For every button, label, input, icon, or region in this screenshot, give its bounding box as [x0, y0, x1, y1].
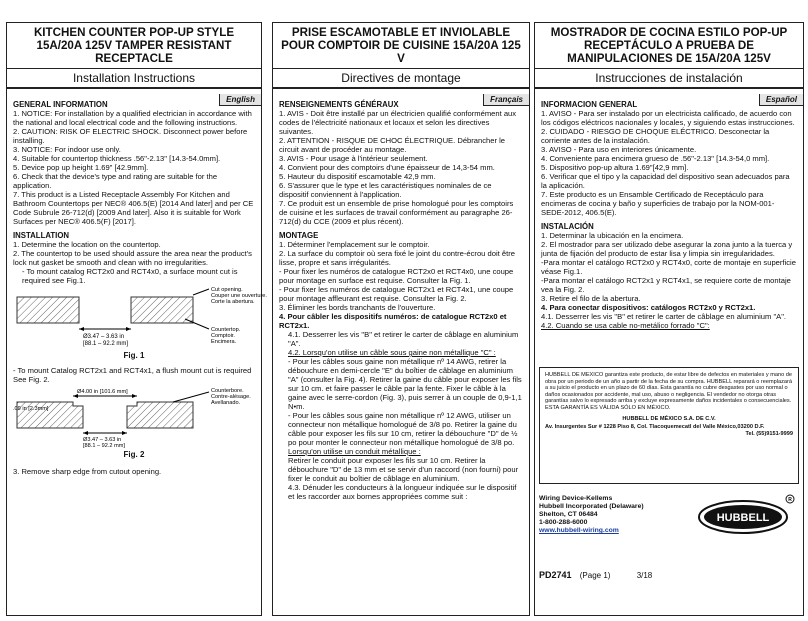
logo-wordmark: HUBBELL [716, 512, 770, 524]
spanish-language-tab: Español [759, 94, 803, 106]
address-line: Wiring Device-Kellems [539, 495, 613, 502]
spanish-general-title: INFORMACION GENERAL [541, 100, 638, 109]
list-item: 1. Déterminer l'emplacement sur le comptoir. [279, 240, 430, 249]
english-installation-title: INSTALLATION [13, 231, 70, 240]
address-line: 1-800-288-6000 [539, 519, 588, 526]
address-line: Shelton, CT 06484 [539, 511, 598, 518]
list-item: 4.1. Desserrer les vis "B" et retirer le carter de câblage en aluminium "A". [541, 312, 787, 321]
list-item: Lorsqu'on utilise un conduit métallique : [288, 447, 421, 456]
list-item: 7. Ce produit est un ensemble de prise homologué pour les comptoirs de cuisine et les surfaces de travail conformément au paragraphe 26-712(d) du CCE (2009 et plus récent). [279, 199, 514, 226]
list-item: 3. AVIS - Pour usage à l'intérieur seulement. [279, 154, 428, 163]
list-item: 2. CUIDADO - RIESGO DE CHOQUE ELÉCTRICO. Desconectar la corriente antes de la instalación. [541, 127, 770, 145]
list-item: 1. AVISO - Para ser instalado por un electricista calificado, de acuerdo con los códigos eléctricos nacionales y locales, y siguiendo estas instrucciones. [541, 109, 795, 127]
list-item: 3. Remove sharp edge from cutout opening. [13, 467, 162, 476]
english-subheader: Installation Instructions [7, 69, 261, 89]
list-item: 7. Este producto es un Ensamble Certificado de Receptáculo para encimeras de cocina y baño y superficies de trabajo por la NOM-001-SEDE-2012, 406.5(E). [541, 190, 775, 217]
list-item: 6. S'assurer que le type et les caractéristiques nominales de ce dispositif conviennent à l'application. [279, 181, 492, 199]
spanish-column [534, 22, 804, 616]
list-item: 5. Device pop up height 1.69" [42.9mm]. [13, 163, 149, 172]
french-header: PRISE ESCAMOTABLE ET INVIOLABLE POUR COMPTOIR DE CUISINE 15A/20A 125 V [273, 23, 529, 69]
doc-date: 3/18 [636, 571, 653, 580]
fig1-label: Cut opening. [211, 287, 243, 293]
fig2-label: Contre-alésage. [211, 394, 251, 400]
english-body [7, 89, 267, 476]
warranty-company: HUBBELL DE MÉXICO S.A. DE C.V. [622, 415, 716, 422]
figure-1-diagram [13, 287, 267, 349]
list-item: 3. Retire el filo de la abertura. [541, 294, 641, 303]
english-language-tab: English [219, 94, 261, 106]
list-item: - Pour les câbles sous gaine non métallique nº 12 AWG, utiliser un connecteur non métallique homologué de 3/8 po. Retirer la gaine du câble pour exposer les fils sur 10 cm, retirer la débouchure "D" de ½ po pour monter le connecteur non métallique homologué de 3/8 po. [288, 411, 518, 447]
figure-2-caption: Fig. 2 [123, 450, 145, 459]
figure-1 [13, 287, 267, 349]
list-item: 5. Hauteur du dispositif escamotable 42,9 mm. [279, 172, 436, 181]
fig1-label: Couper une ouverture. [211, 293, 267, 299]
list-item: 4. Conveniente para encimera grueso de .56"-2.13" [14.3-54,0 mm]. [541, 154, 770, 163]
french-general-title: RENSEIGNEMENTS GÉNÉRAUX [279, 100, 399, 109]
fig1-dimension: Ø3.47 – 3.63 in [83, 334, 125, 340]
warranty-box [539, 367, 799, 484]
warranty-phone: Tel. (55)9151-9999 [745, 430, 793, 437]
list-item: 5. Dispositivo pop-up altura 1.69"[42,9 mm]. [541, 163, 689, 172]
hubbell-logo [695, 493, 795, 537]
page-number: (Page 1) [579, 571, 611, 580]
list-item: 7. This product is a Listed Receptacle Assembly For Kitchen and Bathroom Countertops per NEC® 406.5(E) [2014 And later] and per CE Code Subrule 26-712(d) [2009 And later]. Also it is suitable for Work Surfaces per NEC® 406.5(F) [2017]. [13, 190, 254, 226]
fig2-dimension: .09 in [2.3mm] [13, 406, 49, 412]
document-id [539, 570, 652, 580]
fig2-dimension: Ø4.00 in [101.6 mm] [77, 389, 128, 395]
english-header: KITCHEN COUNTER POP-UP STYLE 15A/20A 125V TAMPER RESISTANT RECEPTACLE [7, 23, 261, 69]
fig2-dimension: Ø3.47 – 3.63 in [83, 437, 122, 443]
fig1-label: Countertop. [211, 327, 241, 333]
list-item: 4.2. Lorsqu'on utilise un câble sous gaine non métallique "C" : [288, 348, 496, 357]
list-item: 4. Pour câbler les dispositifs numéros: de catalogue RCT2x0 et RCT2x1. [279, 312, 507, 330]
list-item: -Para montar el catálogo RCT2x0 y RCT4x0, corte de montaje en superficie véase Fig.1. [541, 258, 796, 276]
french-language-tab: Français [483, 94, 529, 106]
doc-number: PD2741 [539, 570, 572, 580]
french-column [272, 22, 530, 616]
english-general-title: GENERAL INFORMATION [13, 100, 108, 109]
fig2-dimension-mm: [88.1 – 92.2 mm] [83, 443, 125, 449]
fig1-label: Comptoir. [211, 333, 235, 339]
list-item: -Para montar el catálogo RCT2x1 y RCT4x1, se requiere corte de montaje vea la Fig. 2. [541, 276, 791, 294]
website-link[interactable]: www.hubbell-wiring.com [539, 527, 619, 534]
list-item: 4.3. Dénuder les conducteurs à la longueur indiquée sur le dispositif et les raccorder aux bornes appropriées comme suit : [288, 483, 517, 501]
english-general-list [13, 109, 255, 226]
figure-2-diagram [13, 386, 257, 448]
spanish-body [535, 89, 803, 330]
french-body [273, 89, 529, 501]
fig2-label: Avellanado. [211, 400, 241, 406]
list-item: 1. NOTICE: For installation by a qualified electrician in accordance with the national and local electrical code and the following instructions. [13, 109, 252, 127]
fig1-label: Encimera. [211, 339, 237, 345]
warranty-text: HUBBELL DE MEXICO garantiza este producto, de estar libre de defectos en materiales y mano de obra por un periodo de un año a partir de la fecha de su compra. HUBBELL reparará o reemplazará a su juicio el producto en un plazo de 60 días. Esta garantía no cubre desgastes por uso normal o daños ocasionados por accidente, mal uso, abuso o negligencia. El vendedor no otorga otras garantías salvo lo expresado arriba y excluye expresamente daños incidentales o consecuenciales. ESTA GARANTÍA ES VÁLIDA SÓLO EN MÉXICO. [545, 372, 792, 411]
list-item: 4. Suitable for countertop thickness .56"-2.13" [14.3-54.0mm]. [13, 154, 221, 163]
list-item: 2. El mostrador para ser utilizado debe asegurar la zona junto a la tuerca y junta de fijación del producto de estar lisa y limpia sin irregularidades. [541, 240, 793, 258]
list-item: 4. Convient pour des comptoirs d'une épaisseur de 14,3-54 mm. [279, 163, 495, 172]
fig1-label: Corte la abertura. [211, 299, 255, 305]
warranty-address: Av. Insurgentes Sur # 1228 Piso 8, Col. Tlacoquemecatl del Valle México,03200 D.F. [545, 424, 765, 431]
french-installation-title: MONTAGE [279, 231, 319, 240]
list-item: 4. Para conectar dispositivos: catálogos RCT2x0 y RCT2x1. [541, 303, 756, 312]
list-item: Retirer le conduit pour exposer les fils sur 10 cm. Retirer la débouchure "D" de 13 mm et se servir d'un raccord (non fourni) pour fixer le conduit au boîtier de câblage en aluminium. [288, 456, 519, 483]
list-item: 2. CAUTION: RISK OF ELECTRIC SHOCK. Disconnect power before installing. [13, 127, 248, 145]
list-item: 2. La surface du comptoir où sera fixé le joint du contre-écrou doit être lisse, propre et sans irrégularités. [279, 249, 515, 267]
fig1-dimension-mm: [88.1 – 92.2 mm] [83, 341, 129, 347]
list-item: 3. AVISO - Para uso en interiores únicamente. [541, 145, 697, 154]
list-item: 1. Determinar la ubicación en la encimera. [541, 231, 684, 240]
list-item: 3. NOTICE: For indoor use only. [13, 145, 121, 154]
list-item: 3. Éliminer les bords tranchants de l'ouverture. [279, 303, 436, 312]
list-item: 2. ATTENTION - RISQUE DE CHOC ÉLECTRIQUE. Débrancher le circuit avant de procéder au montage. [279, 136, 506, 154]
figure-2 [13, 386, 255, 448]
list-item: - To mount Catalog RCT2x1 and RCT4x1, a flush mount cut is required See Fig. 2. [13, 366, 252, 384]
spanish-header: MOSTRADOR DE COCINA ESTILO POP-UP RECEPTÁCULO A PRUEBA DE MANIPULACIONES DE 15A/20A 125V [535, 23, 803, 69]
spanish-subheader: Instrucciones de instalación [535, 69, 803, 89]
list-item: - To mount catalog RCT2x0 and RCT4x0, a surface mount cut is required see Fig.1. [22, 267, 238, 285]
french-subheader: Directives de montage [273, 69, 529, 89]
registered-icon: R [788, 497, 792, 503]
spanish-installation-title: INSTALACIÓN [541, 222, 594, 231]
list-item: 4.2. Cuando se usa cable no-metálico forrado "C": [541, 321, 710, 330]
figure-1-caption: Fig. 1 [123, 351, 145, 360]
list-item: - Pour les câbles sous gaine non métallique nº 14 AWG, retirer la débouchure en demi-cercle "E" du boîtier de câblage en aluminium "A" (consulter la Fig. 4). Retirer la gaine du câble pour exposer les fils sur 10 cm. et faire passer le câble par la fente. Fixer le câble à la gaine avec le serre-cordon (Fig. 3), puis serrer à un couple de 0,9-1,1 N•m. [288, 357, 522, 411]
list-item: 1. AVIS - Doit être installé par un électricien qualifié conformément aux codes de l'électricité nationaux et locaux et selon les directives suivantes. [279, 109, 517, 136]
fig2-label: Counterbore. [211, 388, 244, 394]
company-address [539, 495, 644, 535]
list-item: 2. The countertop to be used should assure the area near the product's lock nut gasket be smooth and clean with no irregularities. [13, 249, 252, 267]
list-item: 6. Check that the device's type and rating are suitable for the application. [13, 172, 218, 190]
english-column [6, 22, 267, 616]
list-item: 6. Verificar que el tipo y la capacidad del dispositivo sean adecuados para la aplicación. [541, 172, 790, 190]
list-item: 4.1. Desserrer les vis "B" et retirer le carter de câblage en aluminium "A". [288, 330, 519, 348]
address-line: Hubbell Incorporated (Delaware) [539, 503, 644, 510]
list-item: - Pour fixer les numéros de catalogue RCT2x1 et RCT4x1, une coupe pour montage affleurant est requise. Consulter la Fig. 2. [279, 285, 514, 303]
list-item: - Pour fixer les numéros de catalogue RCT2x0 et RCT4x0, une coupe pour montage en surface est requise. Consulter la Fig. 1. [279, 267, 514, 285]
list-item: 1. Determine the location on the countertop. [13, 240, 161, 249]
